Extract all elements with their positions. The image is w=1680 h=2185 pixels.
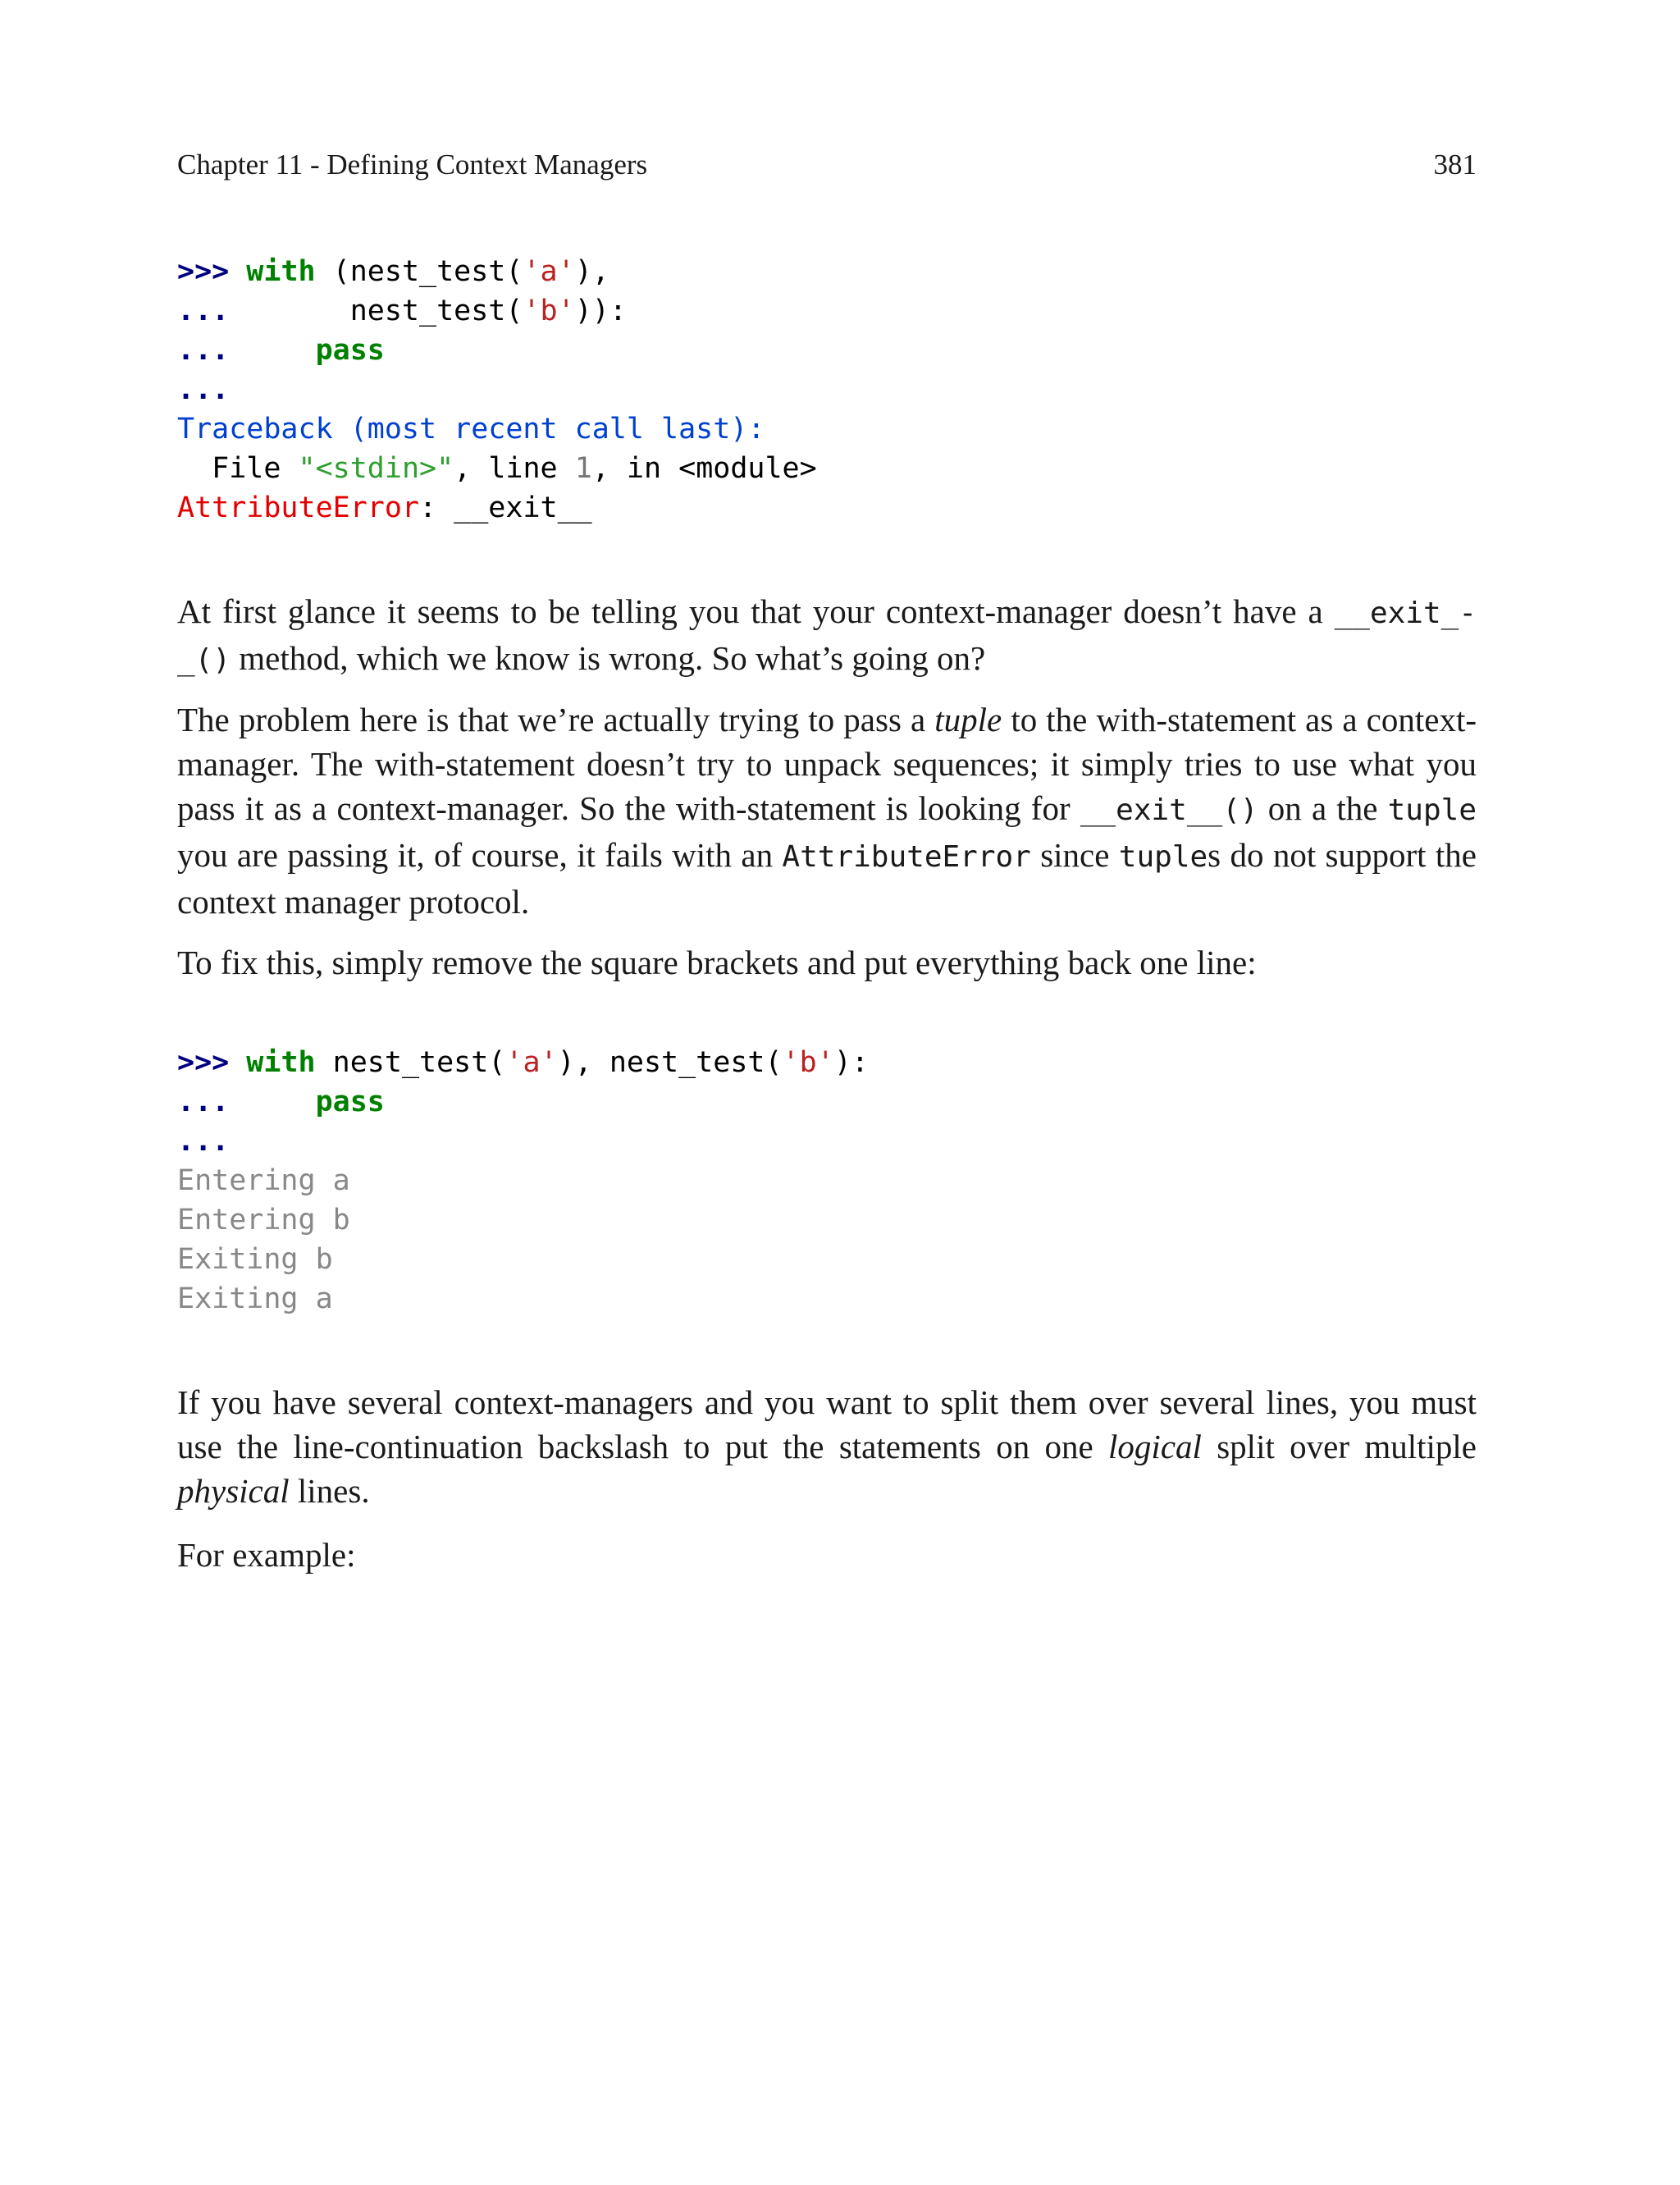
- text-run: split over multiple: [1201, 1428, 1477, 1465]
- string-literal: 'b': [523, 295, 575, 327]
- repl-continuation: ...: [177, 1086, 230, 1118]
- text-run: you are passing it, of course, it fails with an: [177, 836, 783, 874]
- code-text: ), nest_test(: [557, 1046, 783, 1079]
- string-literal: 'a': [523, 255, 575, 288]
- code-text: , line: [454, 452, 575, 485]
- code-line: [177, 1122, 869, 1161]
- repl-continuation: ...: [177, 1125, 230, 1158]
- repl-continuation: ...: [177, 334, 230, 367]
- paragraph-explanation-2: [177, 697, 1477, 924]
- inline-code: AttributeError: [782, 840, 1031, 874]
- emphasis: logical: [1108, 1428, 1202, 1465]
- emphasis: tuple: [934, 701, 1002, 738]
- output-line: Entering b: [177, 1204, 350, 1236]
- code-text: nest_test(: [315, 1046, 506, 1079]
- text-run: method, which we know is wrong. So what’s going on?: [231, 639, 986, 677]
- code-text: , in <module>: [591, 452, 817, 485]
- inline-code: tuple: [1387, 793, 1477, 827]
- code-line: [177, 409, 817, 449]
- code-block-tuple-example: [177, 252, 817, 528]
- line-number: 1: [574, 452, 592, 485]
- keyword-with: with: [246, 1046, 316, 1079]
- code-text: nest_test(: [229, 295, 523, 327]
- text-run: lines.: [289, 1472, 370, 1510]
- keyword-pass: pass: [315, 1086, 385, 1118]
- emphasis: physical: [177, 1472, 290, 1510]
- repl-prompt: >>>: [177, 255, 230, 288]
- text-run: If you have several context-managers and you want to split them over several lines, you must use the line-continuation backslash to put the statements on one: [177, 1383, 1477, 1465]
- traceback-header: Traceback (most recent call last):: [177, 413, 765, 446]
- output-line: Exiting a: [177, 1282, 333, 1315]
- error-name: AttributeError: [177, 491, 420, 524]
- inline-code: __exit__(): [1080, 793, 1258, 827]
- page-header: [177, 144, 1477, 185]
- paragraph-fix-instruction: To fix this, simply remove the square brackets and put everything back one line:: [177, 944, 1257, 981]
- string-literal: 'b': [782, 1046, 834, 1079]
- text-run: on a the: [1258, 789, 1388, 827]
- keyword-with: with: [246, 255, 316, 288]
- code-line: [177, 1043, 869, 1082]
- repl-continuation: ...: [177, 373, 230, 406]
- error-message: : __exit__: [419, 491, 592, 524]
- keyword-pass: pass: [315, 334, 385, 367]
- code-line: [177, 252, 817, 291]
- code-line: [177, 331, 817, 370]
- code-line: [177, 370, 817, 409]
- inline-code: __exit_-_(): [177, 597, 1477, 677]
- chapter-title: Chapter 11 - Defining Context Managers: [177, 149, 648, 181]
- paragraph-multiline-note: [177, 1380, 1477, 1513]
- paragraph-for-example: For example:: [177, 1536, 356, 1574]
- output-line: Exiting b: [177, 1243, 333, 1276]
- code-line: [177, 1082, 869, 1122]
- code-text: ),: [574, 255, 609, 288]
- filename-string: "<stdin>": [298, 452, 454, 485]
- code-line: [177, 488, 817, 528]
- output-line: Entering a: [177, 1164, 350, 1197]
- code-line: [177, 449, 817, 488]
- text-run: At first glance it seems to be telling you that your context-manager doesn’t have a: [177, 592, 1335, 630]
- code-text: )):: [574, 295, 627, 327]
- text-run: since: [1030, 836, 1119, 874]
- code-block-fixed-example: [177, 1043, 869, 1319]
- string-literal: 'a': [505, 1046, 558, 1079]
- inline-code: tuple: [1118, 840, 1208, 874]
- code-line: [177, 291, 817, 331]
- code-text: ):: [833, 1046, 869, 1079]
- text-run: The problem here is that we’re actually trying to pass a: [177, 701, 935, 738]
- code-text: (nest_test(: [315, 255, 523, 288]
- repl-continuation: ...: [177, 295, 230, 327]
- text-run: s do not support the context manager protocol.: [177, 836, 1477, 921]
- repl-prompt: >>>: [177, 1046, 230, 1079]
- paragraph-explanation-1: [177, 589, 1477, 683]
- text-run: to the with-statement as a context-manager. The with-statement doesn’t try to unpack sequences; it simply tries to use what you pass it as a context-manager. So the with-statement is looking for: [177, 701, 1477, 827]
- page-number: 381: [1433, 149, 1477, 181]
- code-text: File: [177, 452, 299, 485]
